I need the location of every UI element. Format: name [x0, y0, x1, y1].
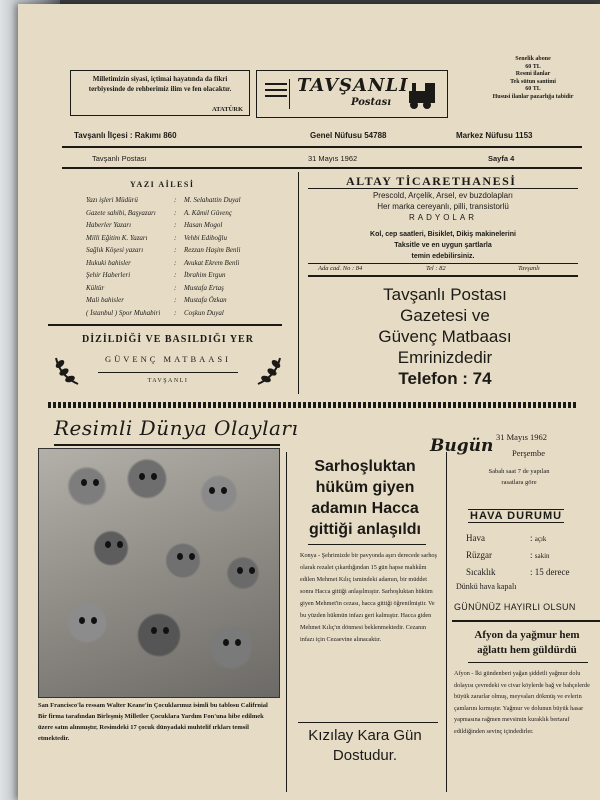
- staff-row: Sağlık Köşesi yazarı : Rezzan Haşim Benli: [86, 244, 241, 257]
- afyon-body: Afyon - İki gündenberi yağan şiddetli yağmur dolu dolayısı çevredeki ve civar köylerde bağ ve bahçelerde büyük zararlar olmuş, meyvaları dökmüş ve evlerin çamlarını kırmıştır. Yağmur ve dolunun büyük hasar yapmasına rağmen mevsimin kuraklık bertaraf edildiğinden sevinç içindedirler.: [454, 670, 590, 735]
- weather-label: Sıcaklık: [466, 567, 496, 577]
- staff-name: Vehbi Ediboğlu: [184, 233, 227, 242]
- staff-role: Kültür: [86, 283, 105, 292]
- today-note-line: rasatlara göre: [501, 479, 537, 486]
- staff-row: Şehir Haberleri : İbrahim Ergun: [86, 269, 241, 282]
- staff-role: Milli Eğitim K. Yazarı: [86, 233, 148, 242]
- story-headline-line: adamın Hacca: [311, 500, 419, 517]
- column-divider: [446, 452, 447, 792]
- ataturk-signature: ATATÜRK: [211, 106, 243, 113]
- divider: [308, 188, 578, 189]
- story-body: Konya - Şehrimizde bir pavyonda aşırı derecede sarhoş olarak rezalet çıkardığından 15 gün hapse mahkûm edilen Mehmet Kılıç ismindeki adamın, bir müddet sonra Hacca gittiği anlaşılmıştır. Sarhoşluktan hüküm giyen Mehmet'in cezası, hacca gittiği öğrenilmiştir. Ve bu yüzden hükmün infazı geri kalmıştır. Hacca giden Mehmet Kılıç'ın dönmesi beklenmektedir. Cezanın infazı için Cezaevine alınacaktır.: [300, 552, 437, 643]
- weather-value: sakin: [534, 552, 550, 560]
- staff-name: Mustafa Ertaş: [184, 283, 224, 292]
- keane-painting-photo: [38, 448, 280, 698]
- subscription-line: Senelik abone: [515, 56, 551, 62]
- weather-value: 15 derece: [534, 567, 570, 577]
- weather-greeting: GÜNÜNÜZ HAYIRLI OLSUN: [454, 602, 576, 612]
- divider: [468, 662, 588, 663]
- ad-address: Ada cad. No : 84: [318, 265, 363, 272]
- info-merkez-nufus: Markez Nüfusu 1153: [456, 131, 533, 140]
- ataturk-quote: Milletimizin siyasi, içtimai hayatında da fikri terbiyesinde de rehberimiz ilim ve fen olacaktır.: [88, 75, 232, 93]
- afyon-headline-line: ağlattı hem güldürdü: [477, 644, 577, 656]
- promo-block: [310, 284, 580, 389]
- divider: [98, 372, 238, 373]
- weather-row: Rüzgar : sakin: [466, 547, 570, 564]
- staff-name: M. Selahattin Duyal: [184, 196, 241, 204]
- ad-line: Prescold, Arçelik, Arsel, ev buzdolapları: [372, 191, 514, 200]
- divider: [298, 722, 438, 723]
- info-ilce: Tavşanlı İlçesi : Rakımı 860: [74, 131, 177, 140]
- staff-row: Gazete sahibi, Başyazarı : A. Kâmil Güvenç: [86, 207, 241, 220]
- story-headline-line: hüküm giyen: [315, 479, 415, 496]
- printed-where: DİZİLDİĞİ VE BASILDIĞI YER: [82, 334, 254, 345]
- ad-line: temin edebilirsiniz.: [411, 253, 475, 260]
- today-note-line: Sabah saat 7 de yapılan: [488, 468, 550, 475]
- weather-row: Hava : açık: [466, 530, 570, 547]
- staff-row: Haberler Yazarı : Hasan Mogol: [86, 219, 241, 232]
- logo-subtitle: Postası: [351, 97, 392, 108]
- ad-line: Taksitle ve en uygun şartlarla: [394, 242, 492, 249]
- ataturk-quote-box: [70, 70, 250, 116]
- weather-label: Hava: [466, 533, 485, 543]
- divider: [308, 275, 578, 277]
- story-headline-line: gittiği anlaşıldı: [308, 521, 421, 538]
- laurel-left-icon: [50, 354, 84, 388]
- staff-role: Şehir Haberleri: [86, 271, 131, 279]
- newspaper-page: [18, 4, 600, 800]
- ad-phone: Tel : 82: [426, 265, 446, 272]
- logo-lines: [263, 79, 290, 109]
- column-divider: [286, 452, 287, 792]
- afyon-headline-line: Afyon da yağmur hem: [474, 629, 580, 641]
- ad-city: Tavşanlı: [518, 265, 540, 272]
- story-headline: [290, 456, 440, 540]
- story-headline-line: Sarhoşluktan: [314, 458, 416, 475]
- ad-body: [308, 190, 578, 262]
- today-note: [454, 466, 584, 488]
- logo-title: TAVŞANLI: [297, 75, 409, 96]
- weather-yesterday: Dünkü hava kapalı: [456, 582, 517, 591]
- ad-line: Her marka cereyanlı, pilli, transistorlü: [377, 202, 509, 211]
- promo-phone: Telefon : 74: [398, 369, 492, 388]
- weather-title: HAVA DURUMU: [470, 510, 563, 522]
- staff-role: Gazete sahibi, Başyazarı: [86, 208, 156, 217]
- weather-list: [466, 530, 570, 580]
- staff-name: A. Kâmil Güvenç: [184, 208, 233, 217]
- photo-caption: San Francisco'la ressam Walter Keane'in Çocuklarımız isimli bu tablosu Califrnial Bir firma tarafından Birleşmiş Milletler Çocuklara Yardım Fon'una hibe edilmek üzere satın alınmıştır, Resimdeki 17 çocuk dünyadaki muhtelif ırkları temsil etmektedir.: [38, 702, 268, 742]
- staff-name: Mustafa Özkan: [184, 296, 227, 304]
- subscription-line: Resmi ilanlar: [515, 71, 551, 78]
- staff-heading: YAZI AİLESİ: [130, 180, 195, 189]
- subscription-line: 60 TL: [525, 63, 541, 70]
- ad-title: ALTAY TİCARETHANESİ: [346, 174, 517, 188]
- staff-role: ( İstanbul ) Spor Muhabiri: [86, 308, 161, 317]
- staff-role: Hukuki bahisler: [86, 258, 131, 267]
- staff-role: Sağlık Köşesi yazarı: [86, 246, 144, 254]
- subscription-info: [478, 56, 588, 102]
- logo-box: [256, 70, 448, 118]
- staff-list: [86, 194, 241, 319]
- subscription-line: Hususi ilanlar pazarlığa tabidir: [492, 93, 574, 100]
- divider: [308, 263, 578, 264]
- dateline-paper: Tavşanlı Postası: [92, 154, 147, 163]
- today-title: Bugün: [430, 436, 494, 456]
- divider: [54, 444, 280, 446]
- ad-line: Kol, cep saatleri, Bisiklet, Dikiş makinelerini: [370, 231, 516, 238]
- locomotive-icon: [405, 77, 441, 111]
- afyon-headline: [452, 628, 600, 658]
- staff-name: Hasan Mogol: [184, 221, 223, 229]
- promo-line: Gazetesi ve: [400, 306, 490, 325]
- staff-name: Coşkun Duyal: [184, 308, 224, 317]
- divider: [452, 620, 600, 622]
- staff-role: Haberler Yazarı: [86, 221, 132, 229]
- column-divider: [298, 172, 299, 394]
- weather-value: açık: [534, 535, 547, 543]
- staff-row: Kültür : Mustafa Ertaş: [86, 282, 241, 295]
- world-heading: Resimli Dünya Olayları: [54, 416, 299, 440]
- staff-name: Avukat Ekrem Benli: [184, 258, 240, 267]
- info-genel-nufus: Genel Nüfusu 54788: [310, 131, 387, 140]
- divider: [308, 544, 426, 545]
- kizilay-line: Dostudur.: [332, 747, 398, 764]
- promo-line: Tavşanlı Postası: [383, 285, 507, 304]
- staff-name: Rezzan Haşim Benli: [184, 246, 241, 254]
- section-band: [48, 402, 576, 408]
- weather-label: Rüzgar: [466, 550, 492, 560]
- staff-row: Yazı işleri Müdürü : M. Selahattin Duyal: [86, 194, 241, 207]
- staff-row: Mali bahisler : Mustafa Özkan: [86, 294, 241, 307]
- staff-name: İbrahim Ergun: [184, 271, 226, 279]
- kizilay-headline: [290, 726, 440, 766]
- promo-line: Güvenç Matbaası: [378, 327, 512, 346]
- printed-matbaa: GÜVENÇ MATBAASI: [105, 354, 231, 364]
- laurel-right-icon: [252, 354, 286, 388]
- divider: [62, 146, 582, 148]
- subscription-line: 60 TL: [525, 86, 541, 93]
- today-weekday: Perşembe: [512, 448, 546, 458]
- dateline-date: 31 Mayıs 1962: [308, 154, 358, 163]
- weather-row: Sıcaklık : 15 derece: [466, 564, 570, 580]
- today-date: 31 Mayıs 1962: [496, 432, 547, 442]
- subscription-line: Tek sütun santimi: [510, 78, 556, 85]
- staff-row: ( İstanbul ) Spor Muhabiri : Coşkun Duyal: [86, 307, 241, 320]
- staff-role: Yazı işleri Müdürü: [86, 196, 138, 204]
- printed-city: TAVŞANLI: [147, 378, 189, 384]
- divider: [48, 324, 282, 326]
- ad-line: RADYOLAR: [408, 213, 477, 222]
- staff-role: Mali bahisler: [86, 296, 124, 304]
- promo-line: Emrinizdedir: [397, 348, 493, 367]
- kizilay-line: Kızılay Kara Gün: [308, 727, 422, 744]
- staff-row: Hukuki bahisler : Avukat Ekrem Benli: [86, 257, 241, 270]
- dateline-page: Sayfa 4: [488, 154, 515, 163]
- staff-row: Milli Eğitim K. Yazarı : Vehbi Ediboğlu: [86, 232, 241, 245]
- divider: [62, 167, 582, 169]
